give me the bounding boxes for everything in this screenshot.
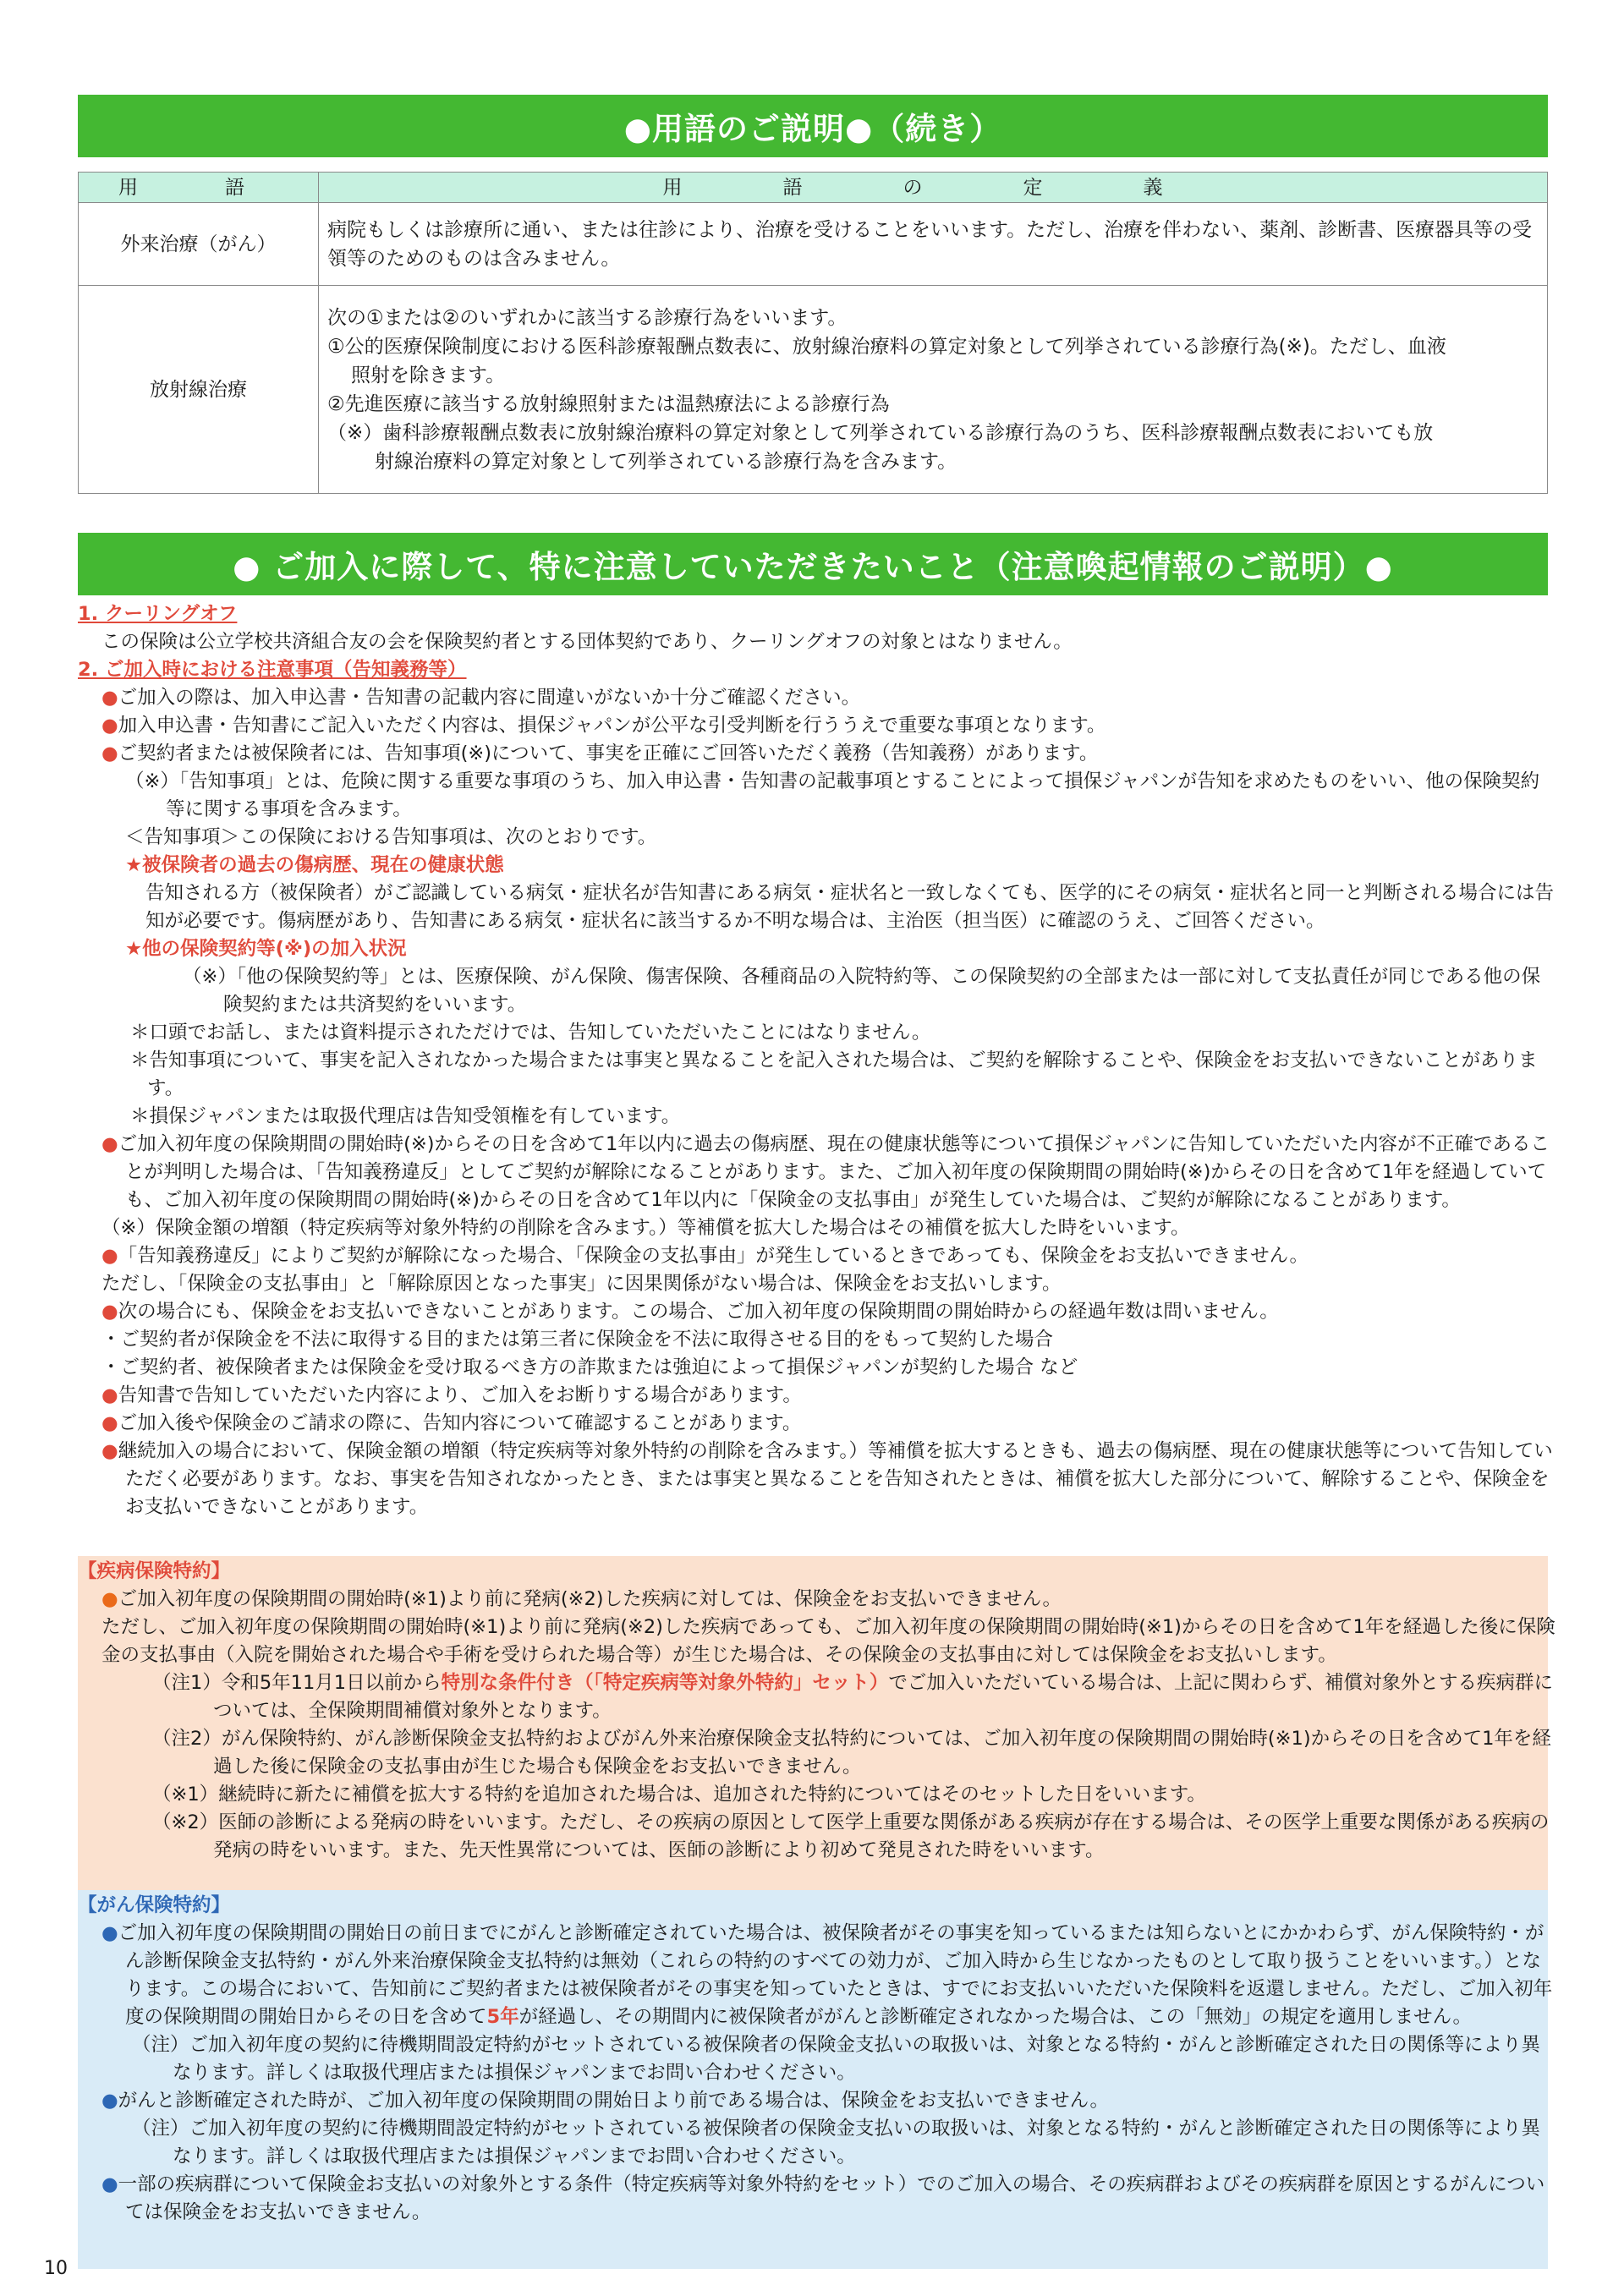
note: （※2）医師の診断による発病の時をいいます。ただし、その疾病の原因として医学上重要な関係がある疾病が存在する場合は、その医学上重要な関係がある疾病の発病の時をいいます。また、先天性異常については、医師の診断により初めて発見された時をいいます。 [152, 1811, 1550, 1861]
disease-rider-content [78, 1558, 1558, 1865]
bullet-text: ご加入初年度の保険期間の開始時(※)からその日を含めて1年以内に過去の傷病歴、現在の健康状態等について損保ジャパンに告知していただいた内容が不正確であることが判明した場合は、「告知義務違反」としてご契約が解除になることがあります。また、ご加入初年度の保険期間の開始時(※)からその日を含めて1年を経過していても、ご加入初年度の保険期間の開始時(※)からその日を含めて1年以内に「保険金の支払事由」が発生していた場合は、ご契約が解除になることがあります。 [118, 1133, 1550, 1211]
cancer-rider-content [78, 1892, 1558, 2227]
term-cell: 外来治療（がん） [79, 203, 319, 286]
bullet-item [78, 1410, 1558, 1438]
bullet-text: が経過し、その期間内に被保険者ががんと診断確定されなかった場合は、この「無効」の規定を適用しません。 [518, 2006, 1473, 2028]
table-row [79, 286, 1548, 494]
bullet-text: ご加入後や保険金のご請求の際に、告知内容について確認することがあります。 [118, 1412, 802, 1434]
list-item: ・ご契約者、被保険者または保険金を受け取るべき方の詐欺または強迫によって損保ジャパンが契約した場合 など [102, 1356, 1078, 1378]
asterisk-note: ＊口頭でお話し、または資料提示されただけでは、告知していただいたことにはなりません。 [130, 1022, 931, 1044]
term-cell: 放射線治療 [79, 286, 319, 494]
bullet-icon: ● [102, 1412, 118, 1434]
page-number: 10 [44, 2258, 68, 2279]
box-label: 【がん保険特約】 [78, 1894, 231, 1916]
table-row [79, 203, 1548, 286]
bullet-text: 継続加入の場合において、保険金額の増額（特定疾病等対象外特約の削除を含みます。）等補償を拡大するときも、過去の傷病歴、現在の健康状態等について告知していただく必要があります。なお、事実を告知されなかったとき、または事実と異なることを告知されたときは、補償を拡大した部分について、解除することや、保険金をお支払いできないことがあります。 [118, 1440, 1553, 1518]
paragraph: ただし、「保険金の支払事由」と「解除原因となった事実」に因果関係がない場合は、保険金をお支払いします。 [102, 1273, 1062, 1295]
note-text: （注1）令和5年11月1日以前から [152, 1672, 442, 1694]
note-text: でご加入いただいている場合は、上記に関わらず、補償対象外とする疾病群については、全保険期間補償対象外となります。 [213, 1672, 1554, 1722]
cautions-body [78, 600, 1558, 1521]
bullet-icon: ● [102, 715, 118, 737]
bullet-icon: ● [102, 687, 118, 709]
paragraph: ただし、ご加入初年度の保険期間の開始時(※1)より前に発病(※2)した疾病であっても、ご加入初年度の保険期間の開始時(※1)からその日を含めて1年を経過した後に保険金の支払事由（入院を開始された場合や手術を受けられた場合等）が生じた場合は、その保険金の支払事由に対しては保険金をお支払いします。 [102, 1616, 1555, 1666]
table-header-definition: 用 語 の 定 義 [319, 173, 1548, 203]
definition-line: 射線治療料の算定対象として列挙されている診療行為を含みます。 [375, 450, 957, 473]
bullet-text: ご加入初年度の保険期間の開始時(※1)より前に発病(※2)した疾病に対しては、保険金をお支払いできません。 [118, 1588, 1062, 1610]
bullet-item [78, 2171, 1558, 2227]
note-highlight: 特別な条件付き（「特定疾病等対象外特約」セット） [441, 1672, 889, 1694]
note: ＜告知事項＞この保険における告知事項は、次のとおりです。 [125, 826, 657, 848]
paragraph: この保険は公立学校共済組合友の会を保険契約者とする団体契約であり、クーリングオフの対象とはなりません。 [102, 631, 1073, 653]
definition-line: ①公的医療保険制度における医科診療報酬点数表に、放射線治療料の算定対象として列挙されている診療行為(※)。ただし、血液 [327, 335, 1446, 358]
note: （※）「他の保険契約等」とは、医療保険、がん保険、傷害保険、各種商品の入院特約等、この保険契約の全部または一部に対して支払責任が同じである他の保険契約または共済契約をいいます。 [183, 966, 1541, 1016]
bullet-icon: ● [102, 743, 118, 764]
bullet-text: 一部の疾病群について保険金お支払いの対象外とする条件（特定疾病等対象外特約をセット）でのご加入の場合、その疾病群およびその疾病群を原因とするがんについては保険金をお支払いできません。 [118, 2173, 1545, 2223]
bullet-item [78, 1298, 1558, 1326]
definition-cell: 病院もしくは診療所に通い、または往診により、治療を受けることをいいます。ただし、治療を伴わない、薬剤、診断書、医療器具等の受領等のためのものは含みません。 [319, 203, 1548, 286]
asterisk-note: ＊損保ジャパンまたは取扱代理店は告知受領権を有しています。 [130, 1105, 681, 1127]
note: （※）「告知事項」とは、危険に関する重要な事項のうち、加入申込書・告知書の記載事項とすることによって損保ジャパンが告知を求めたものをいい、他の保険契約等に関する事項を含みます。 [125, 770, 1540, 820]
note: （注）ご加入初年度の契約に待機期間設定特約がセットされている被保険者の保険金支払いの取扱いは、対象となる特約・がんと診断確定された日の関係等により異なります。詳しくは取扱代理店または損保ジャパンまでお問い合わせください。 [132, 2118, 1541, 2167]
table-header-term: 用 語 [79, 173, 319, 203]
bullet-text: ご加入初年度の保険期間の開始日の前日までにがんと診断確定されていた場合は、被保険者がその事実を知っているまたは知らないとにかかわらず、がん保険特約・がん診断保険金支払特約・がん外来治療保険金支払特約は無効（これらの特約のすべての効力が、ご加入時から生じなかったものとして取り扱うことをいいます。）となります。この場合において、告知前にご契約者または被保険者がその事実を知っていたときは、すでにお支払いいただいた保険料を返還しません。ただし、ご加入初年度の保険期間の開始日からその日を含めて [118, 1922, 1553, 2028]
section-banner-cautions: ● ご加入に際して、特に注意していただきたいこと（注意喚起情報のご説明）● [78, 533, 1548, 595]
definition-line: ②先進医療に該当する放射線照射または温熱療法による診療行為 [327, 392, 890, 415]
note: （※1）継続時に新たに補償を拡大する特約を追加された場合は、追加された特約についてはそのセットした日をいいます。 [152, 1784, 1206, 1806]
subheading: ★被保険者の過去の傷病歴、現在の健康状態 [125, 854, 504, 876]
terms-table [78, 172, 1548, 494]
bullet-text: がんと診断確定された時が、ご加入初年度の保険期間の開始日より前である場合は、保険金をお支払いできません。 [118, 2090, 1109, 2112]
bullet-item [78, 1131, 1558, 1214]
bullet-item [78, 740, 1558, 768]
bullet-item [78, 2087, 1558, 2115]
bullet-icon: ● [102, 1301, 118, 1323]
bullet-item [78, 1438, 1558, 1521]
bullet-text: 次の場合にも、保険金をお支払いできないことがあります。この場合、ご加入初年度の保険期間の開始時からの経過年数は問いません。 [118, 1301, 1279, 1323]
bullet-item [78, 1382, 1558, 1410]
bullet-item [78, 684, 1558, 712]
definition-line: 次の①または②のいずれかに該当する診療行為をいいます。 [327, 306, 848, 329]
definition-cell [319, 286, 1548, 494]
highlight: 5年 [486, 2006, 519, 2028]
bullet-item [78, 1586, 1558, 1614]
subheading: ★他の保険契約等(※)の加入状況 [125, 938, 407, 960]
definition-line: （※）歯科診療報酬点数表に放射線治療料の算定対象として列挙されている診療行為のうち、医科診療報酬点数表においても放 [327, 421, 1434, 444]
definition-line: 照射を除きます。 [351, 364, 506, 386]
bullet-item [78, 712, 1558, 740]
bullet-icon: ● [102, 1588, 118, 1610]
bullet-item [78, 1920, 1558, 2031]
note [78, 1669, 1558, 1725]
bullet-icon: ● [102, 2173, 118, 2195]
bullet-icon: ● [102, 1384, 118, 1406]
section-banner-terms: ●用語のご説明●（続き） [78, 95, 1548, 157]
bullet-text: 加入申込書・告知書にご記入いただく内容は、損保ジャパンが公平な引受判断を行ううえで重要な事項となります。 [118, 715, 1106, 737]
heading-cooling-off: 1. クーリングオフ [78, 603, 238, 625]
heading-notification-duty: 2. ご加入時における注意事項（告知義務等） [78, 659, 467, 681]
bullet-icon: ● [102, 1922, 118, 1944]
note: （※）保険金額の増額（特定疾病等対象外特約の削除を含みます。）等補償を拡大した場合はその補償を拡大した時をいいます。 [102, 1217, 1190, 1239]
bullet-text: 告知書で告知していただいた内容により、ご加入をお断りする場合があります。 [118, 1384, 802, 1406]
bullet-icon: ● [102, 2090, 118, 2112]
box-label: 【疾病保険特約】 [78, 1560, 231, 1582]
paragraph: 告知される方（被保険者）がご認識している病気・症状名が告知書にある病気・症状名と一致しなくても、医学的にその病気・症状名と同一と判断される場合には告知が必要です。傷病歴があり、告知書にある病気・症状名に該当するか不明な場合は、主治医（担当医）に確認のうえ、ご回答ください。 [145, 882, 1555, 932]
asterisk-note: ＊告知事項について、事実を記入されなかった場合または事実と異なることを記入された場合は、ご契約を解除することや、保険金をお支払いできないことがあります。 [130, 1049, 1538, 1099]
bullet-icon: ● [102, 1440, 118, 1462]
note: （注2）がん保険特約、がん診断保険金支払特約およびがん外来治療保険金支払特約については、ご加入初年度の保険期間の開始時(※1)からその日を含めて1年を経過した後に保険金の支払事由が生じた場合も保険金をお支払いできません。 [152, 1728, 1551, 1778]
note: （注）ご加入初年度の契約に待機期間設定特約がセットされている被保険者の保険金支払いの取扱いは、対象となる特約・がんと診断確定された日の関係等により異なります。詳しくは取扱代理店または損保ジャパンまでお問い合わせください。 [132, 2034, 1541, 2084]
bullet-text: ご加入の際は、加入申込書・告知書の記載内容に間違いがないか十分ご確認ください。 [118, 687, 861, 709]
bullet-icon: ● [102, 1133, 118, 1155]
bullet-text: ご契約者または被保険者には、告知事項(※)について、事実を正確にご回答いただく義務（告知義務）があります。 [118, 743, 1099, 764]
list-item: ・ご契約者が保険金を不法に取得する目的または第三者に保険金を不法に取得させる目的をもって契約した場合 [102, 1329, 1054, 1351]
bullet-icon: ● [102, 1245, 118, 1267]
bullet-text: 「告知義務違反」によりご契約が解除になった場合、「保険金の支払事由」が発生しているときであっても、保険金をお支払いできません。 [118, 1245, 1309, 1267]
bullet-item [78, 1242, 1558, 1270]
